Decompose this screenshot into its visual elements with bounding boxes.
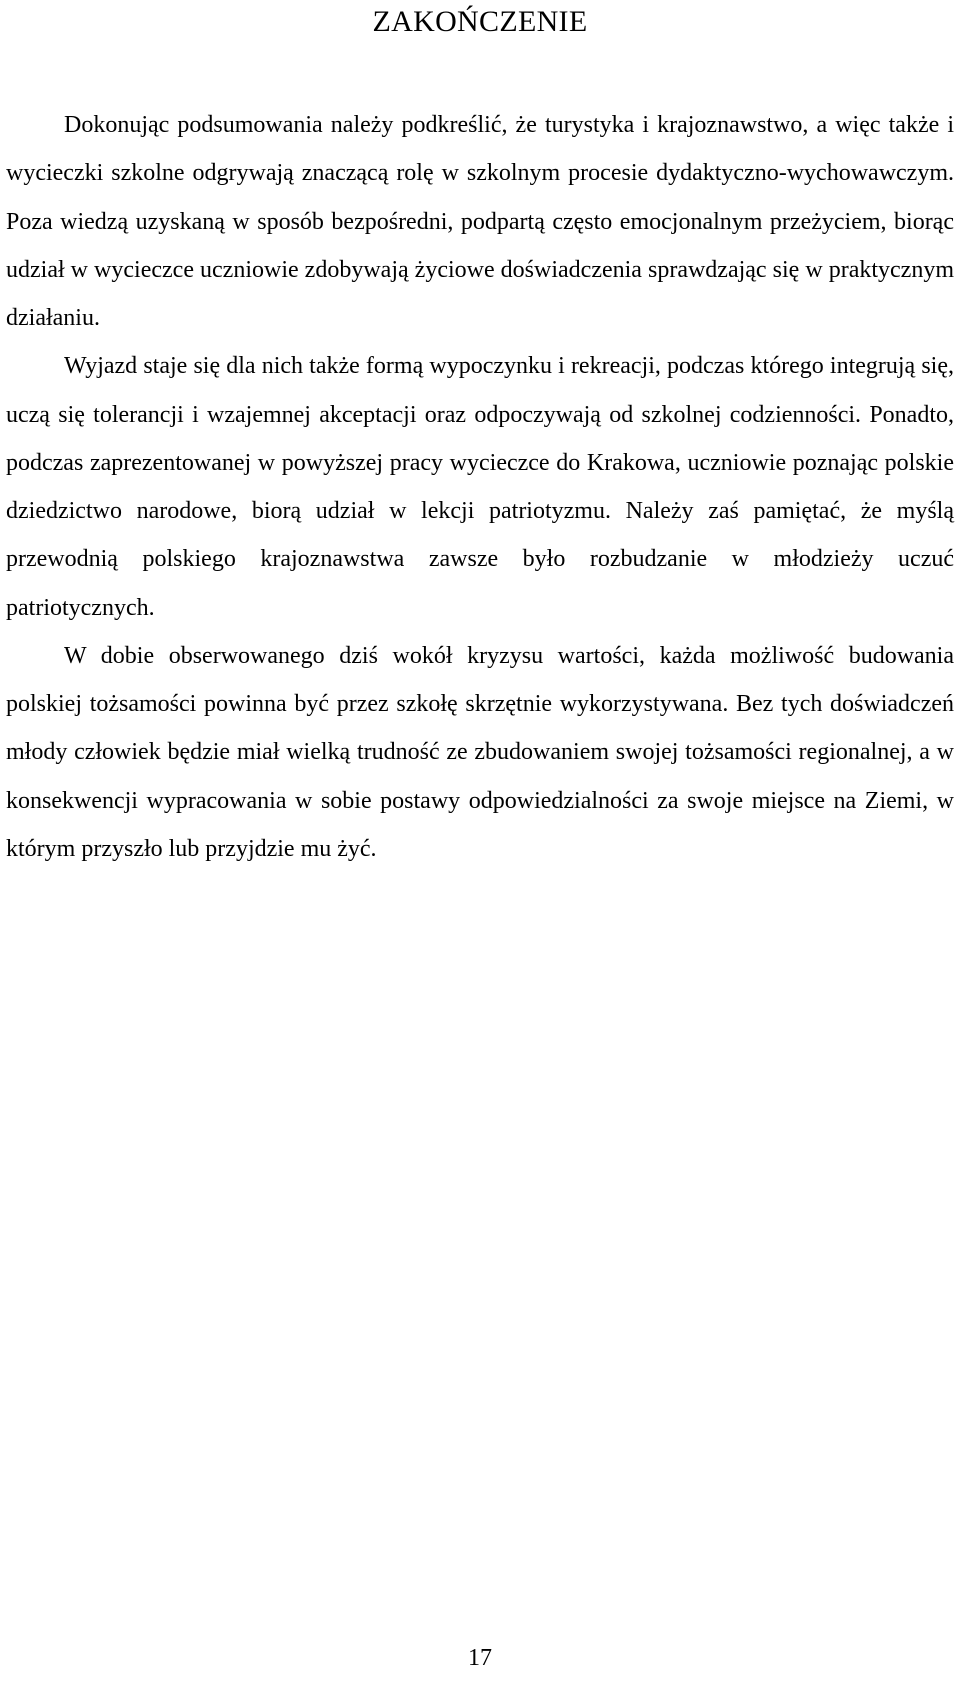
page-title: ZAKOŃCZENIE (372, 5, 588, 38)
body-text (6, 101, 954, 873)
paragraph-2: Wyjazd staje się dla nich także formą wypoczynku i rekreacji, podczas którego integrują się, uczą się tolerancji i wzajemnej akceptacji oraz odpoczywają od szkolnej codzienności. Ponadto, podczas zaprezentowanej w powyższej pracy wycieczce do Krakowa, uczniowie poznając polskie dziedzictwo narodowe, biorą udział w lekcji patriotyzmu. Należy zaś pamiętać, że myślą przewodnią polskiego krajoznawstwa zawsze było rozbudzanie w młodzieży uczuć patriotycznych. (6, 353, 954, 621)
page-number: 17 (468, 1645, 492, 1671)
paragraph-3: W dobie obserwowanego dziś wokół kryzysu wartości, każda możliwość budowania polskiej tożsamości powinna być przez szkołę skrzętnie wykorzystywana. Bez tych doświadczeń młody człowiek będzie miał wielką trudność ze zbudowaniem swojej tożsamości regionalnej, a w konsekwencji wypracowania w sobie postawy odpowiedzialności za swoje miejsce na Ziemi, w którym przyszło lub przyjdzie mu żyć. (6, 642, 954, 862)
paragraph-1: Dokonując podsumowania należy podkreślić, że turystyka i krajoznawstwo, a więc także i wycieczki szkolne odgrywają znaczącą rolę w szkolnym procesie dydaktyczno-wychowawczym. Poza wiedzą uzyskaną w sposób bezpośredni, podpartą często emocjonalnym przeżyciem, biorąc udział w wycieczce uczniowie zdobywają życiowe doświadczenia sprawdzając się w praktycznym działaniu. (6, 112, 954, 331)
